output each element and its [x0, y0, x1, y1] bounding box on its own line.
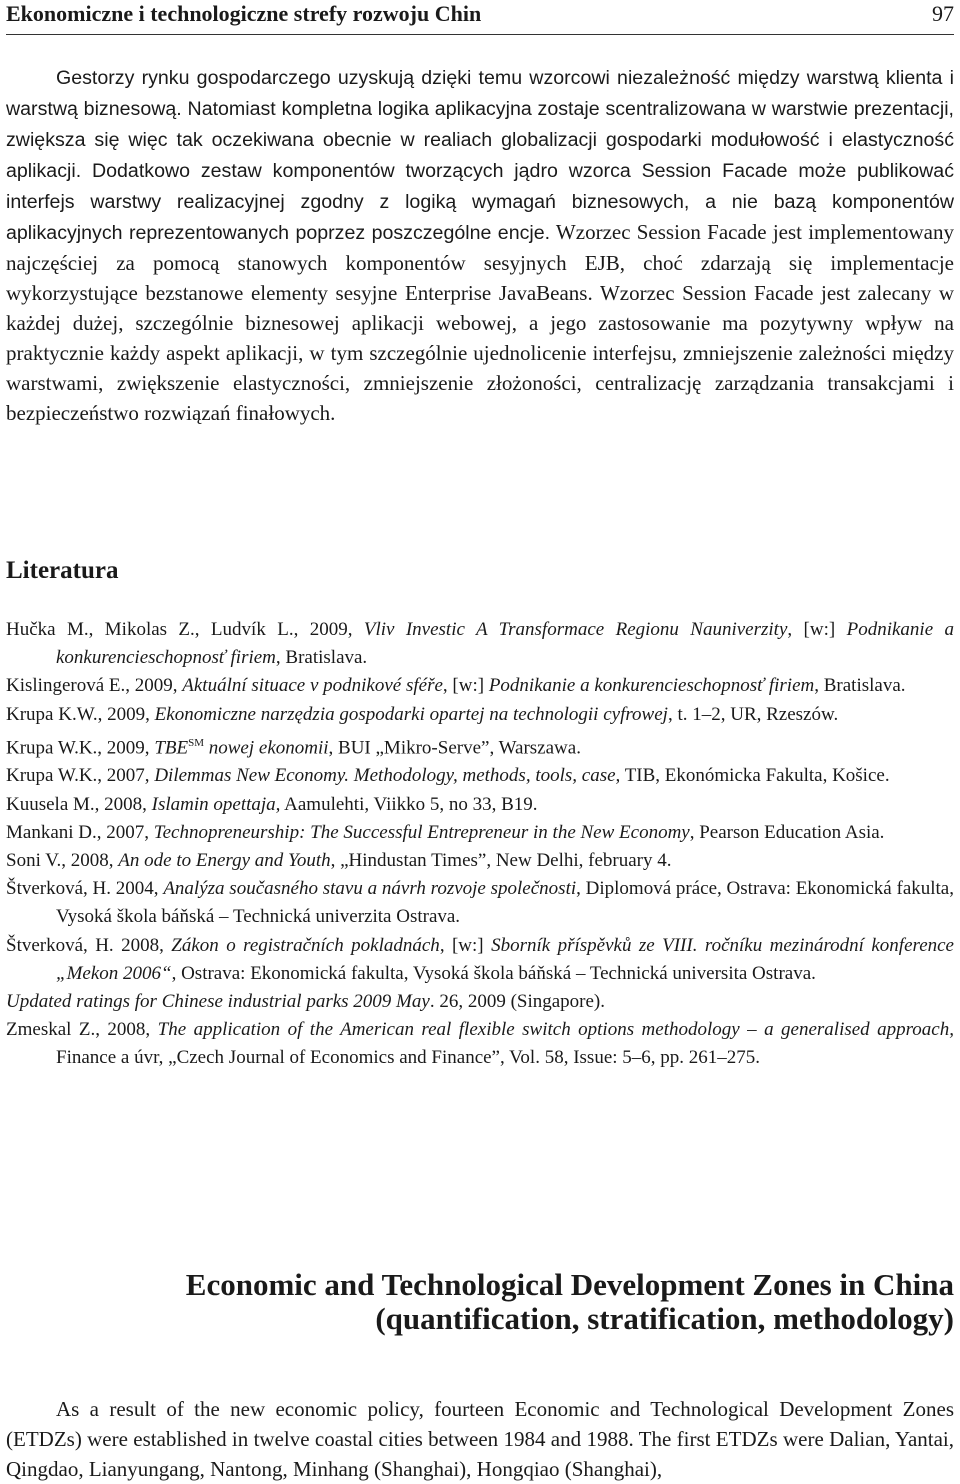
running-title: Ekonomiczne i technologiczne strefy rozwoju Chin [6, 1, 482, 26]
paragraph-segment-1: Gestorzy rynku gospodarczego uzyskują dzięki temu wzorcowi niezależność między warstwą klienta i warstwą biznesową. [6, 67, 954, 120]
reference-part: Aamulehti, Viikko 5, no 33, B19. [280, 793, 538, 815]
reference-part: Technopreneurship: The Successful Entrepreneur in the New Economy [153, 821, 690, 843]
body-paragraph [6, 62, 954, 428]
reference-part: , [w:] [787, 619, 847, 640]
paragraph-segment-4: Wzorzec Session Facade jest implementowany najczęściej za pomocą stanowych komponentów sesyjnych EJB, choć zdarzają się implementacje wykorzystujące bezstanowe elementy sesyjne Enterprise JavaBeans. Wzorzec Session Facade jest zalecany w każdej dużej, szczególnie biznesowej aplikacji webowej, a jego zastosowanie ma pozytywny wpływ na praktycznie każdy aspekt aplikacji, w tym szczególnie ujednolicenie interfejsu, zmniejszenie zależności między warstwami, zwiększenie elastyczności, zmniejszenie złożoności, centralizację zarządzania transakcjami i bezpieczeństwo rozwiązań finałowych. [6, 220, 954, 425]
reference-part: Analýza současného stavu a návrh rozvoje společnosti [163, 878, 577, 900]
reference-part: , t. 1–2, UR, Rzeszów. [667, 703, 839, 725]
reference-part: Krupa W.K., 2007, [6, 765, 155, 787]
reference-part: . 26, 2009 (Singapore). [429, 990, 606, 1012]
reference-part: Štverková, H. 2008, [6, 934, 172, 956]
reference-part: An ode to Energy and Youth [118, 849, 331, 871]
reference-item [6, 932, 954, 988]
reference-part: Hučka M., Mikolas Z., Ludvík L., 2009, [6, 619, 364, 640]
paragraph-segment-3: Dodatkowo zestaw komponentów tworzących jądro wzorca Session Facade może publikować interfejs warstwy realizacyjnej zgodny z logiką wymagań biznesowych, a nie bazą komponentów aplikacyjnych reprezentowanych poprzez poszczególne encje. [6, 160, 954, 244]
running-header [6, 0, 954, 35]
reference-part: Soni V., 2008, [6, 849, 119, 871]
reference-part: Podnikanie a konkurencieschopnosť firiem [488, 675, 815, 697]
reference-part: Krupa K.W., 2009, [6, 703, 155, 725]
english-title-line-1: Economic and Technological Development Zones in China [185, 1267, 954, 1302]
reference-part: Islamin opettaja, [151, 793, 281, 815]
reference-item [6, 847, 954, 875]
reference-part: Mankani D., 2007, [6, 821, 154, 843]
reference-part: , Pearson Education Asia. [689, 821, 885, 843]
reference-part: nowej ekonomii [204, 737, 329, 759]
reference-part: Podnikanie a konkurencieschopnosť firiem [56, 619, 955, 669]
reference-item [6, 1016, 954, 1072]
reference-part: , Bratislava. [275, 647, 368, 669]
reference-part: , [w:] [442, 675, 489, 697]
reference-part: Sborník příspěvků ze VIII. ročníku mezinárodní konference „Mekon 2006“ [56, 934, 954, 984]
reference-part: Zmeskal Z., 2008, [6, 1019, 158, 1041]
reference-part: The application of the American real flexible switch options methodology – a generalised approach, [157, 1019, 954, 1041]
reference-part: Aktuální situace v podnikové sféře [182, 675, 443, 697]
reference-part: TBE [154, 737, 189, 759]
reference-part: , „Hindustan Times”, New Delhi, february 4. [330, 849, 672, 871]
reference-part: , Ostrava: Ekonomická fakulta, Vysoká škola báňská – Technická universita Ostrava. [171, 962, 816, 984]
reference-part: Ekonomiczne narzędzia gospodarki opartej na technologii cyfrowej [154, 703, 668, 725]
reference-part: , Bratislava. [814, 675, 906, 697]
reference-item [6, 988, 954, 1016]
english-title-line-2: (quantification, stratification, methodology) [375, 1301, 954, 1336]
reference-item [6, 616, 954, 672]
literature-heading: Literatura [6, 557, 119, 584]
reference-part: TIB, Ekonómicka Fakulta, Košice. [620, 765, 890, 787]
english-paragraph: As a result of the new economic policy, fourteen Economic and Technological Development Zones (ETDZs) were established in twelve coastal cities between 1984 and 1988. The first ETDZs were Dalian, Yantai, Qingdao, Lianyungang, Nantong, Minhang (Shanghai), Hongqiao (Shanghai), [6, 1397, 954, 1481]
reference-list [6, 616, 954, 1073]
reference-part: Kislingerová E., 2009, [6, 675, 183, 697]
reference-item [6, 819, 954, 847]
reference-part: , Diplomová práce, Ostrava: Ekonomická fakulta, Vysoká škola báňská – Technická univerzita Ostrava. [56, 878, 954, 928]
reference-part: Vliv Investic A Transformace Regionu Nauniverzity [363, 619, 788, 640]
reference-item [6, 791, 954, 819]
reference-part: Zákon o registračních pokladnách [171, 934, 440, 956]
reference-part: , BUI „Mikro-Serve”, Warszawa. [328, 737, 581, 759]
reference-item [6, 701, 954, 729]
reference-part: Updated ratings for Chinese industrial parks 2009 May [6, 990, 430, 1012]
english-title [6, 1268, 954, 1336]
page-number: 97 [932, 1, 954, 26]
reference-part: Dilemmas New Economy. Methodology, methods, tools, case, [154, 765, 621, 787]
paragraph-segment-2: Natomiast kompletna logika aplikacyjna zostaje scentralizowana w warstwie prezentacji, zwiększa się więc tak oczekiwana obecnie w realiach globalizacji gospodarki modułowość i elastyczność aplikacji. [6, 98, 954, 182]
reference-part: Finance a úvr, „Czech Journal of Economics and Finance”, Vol. 58, Issue: 5–6, pp. 261–275. [56, 1047, 761, 1069]
reference-item [6, 875, 954, 931]
reference-part: Krupa W.K., 2009, [6, 737, 155, 759]
reference-item [6, 729, 954, 763]
reference-item [6, 672, 954, 700]
reference-part: , [w:] [439, 934, 492, 956]
reference-item [6, 762, 954, 790]
reference-part: Kuusela M., 2008, [6, 793, 152, 815]
reference-part: SM [188, 736, 204, 749]
reference-part: Štverková, H. 2004, [6, 878, 164, 900]
